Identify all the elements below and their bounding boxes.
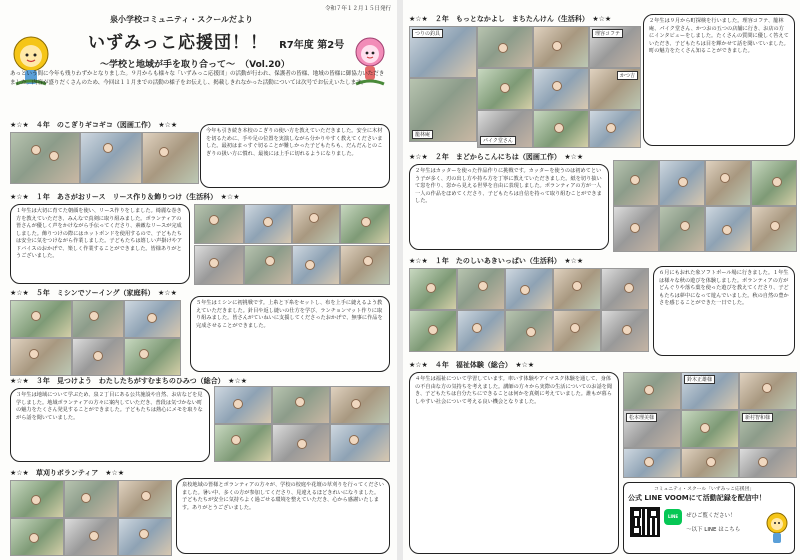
photo-town-2 — [272, 386, 330, 424]
text-town: ３年生は地域について学ぶため、泉２丁目にある公共施設や自然、お店などを見学しました。地域ボランティアの方々に案内していただき、普段は気づかない町の魅力をたくさん発見することができました。子どもたちは熱心にメモを取りながら話を聞いていました。 — [10, 388, 210, 462]
photo-sewing-2 — [72, 300, 124, 338]
subtitle-text: 〜学校と地域が手を取り合って〜 — [100, 60, 236, 70]
line-subtext-2: 〜以下 LINE はこちら — [686, 527, 741, 533]
photo-wreath-5 — [194, 245, 244, 285]
line-caption: コミュニティ・スクール「いずみっこ応援団」 — [654, 487, 755, 492]
photo-sewing-6 — [124, 338, 181, 376]
photo-sewing-1 — [10, 300, 72, 338]
photo-window-3 — [705, 160, 751, 206]
section-title-2nen-window: ★☆★ ２年 まどからこんにちは（図画工作） ★☆★ — [409, 153, 584, 161]
photo-sewing-5 — [72, 338, 124, 376]
photo-welfare-8 — [681, 448, 739, 478]
text-window: ２年生はカッターを使った作品作りに挑戦です。カッターを使うのは初めてという子が多く、刃の出し方や持ち方を丁寧に教えていただきました。紙を切り抜いて窓を作り、窓から見える世界を自由に表現しました。ボランティアの方が一人一人の作品をほめてくださり、子どもたちは自信を持って取り組むことができました。 — [409, 164, 609, 250]
text-weeding: 泉校地域の皆様とボランティアの方々が、学校の校庭や花壇の草刈りを行ってくださいました。暑い中、多くの方が参加してくださり、見違えるほどきれいになりました。子どもたちが安全に気持ちよく過ごせる環境を整えていただき、心から感謝いたします。ありがとうございました。 — [176, 478, 390, 554]
photo-window-8 — [751, 206, 797, 252]
photo-shop-6 — [533, 68, 589, 110]
label-guest-1: 鈴木正雄様 — [684, 375, 715, 384]
photo-wreath-8 — [340, 245, 390, 285]
photo-saw-2 — [80, 132, 142, 184]
photo-shop-9 — [477, 110, 533, 148]
photo-autumn-6 — [409, 310, 457, 352]
photo-shop-2 — [477, 26, 533, 68]
photo-town-4 — [214, 424, 272, 462]
label-shop-4: 籠林庵 — [412, 130, 433, 139]
text-autumn: ６月にもおれた象ソフトボール場に行きました。１年生は様々な秋の遊びを体験しました。ボランティアの方がどんぐりや落ち葉を使った遊びを教えてくださり、子どもたちは夢中になって遊んでいました。秋の自然の豊かさを感じることができた一日でした。 — [653, 266, 795, 356]
photo-shop-11 — [589, 110, 641, 148]
text-2nen-town: ２年生は９月から町探検を行いました。理容コフテ、籠林庵、パイク堂さん、かつおの五つの店舗に行き、お店の方にインタビューをしました。たくさんの質問に優しく答えていただき、子どもたちは目を輝かせて話を聞いていました。町の魅力をたくさん知ることができました。 — [643, 14, 795, 146]
photo-wreath-6 — [244, 245, 292, 285]
photo-weeding-4 — [10, 518, 64, 556]
photo-weeding-1 — [10, 480, 64, 518]
line-logo-icon: LINE — [664, 509, 682, 525]
mascot-small-icon — [764, 511, 790, 549]
photo-autumn-1 — [409, 268, 457, 310]
photo-shop-10 — [533, 110, 589, 148]
photo-window-4 — [751, 160, 797, 206]
photo-autumn-5 — [601, 268, 649, 310]
photo-weeding-3 — [118, 480, 172, 518]
section-title-4nen-welfare: ★☆★ ４年 福祉体験（総合） ★☆★ — [409, 361, 535, 369]
page-right — [403, 0, 800, 560]
photo-shop-5 — [477, 68, 533, 110]
section-title-2nen-town: ★☆★ ２年 もっとなかよし まちたんけん（生活科） ★☆★ — [409, 15, 612, 23]
photo-shop-1 — [409, 26, 477, 78]
photo-shop-7 — [589, 68, 641, 110]
photo-window-6 — [659, 206, 705, 252]
title-main: いずみっこ応援団！！ — [88, 33, 268, 53]
photo-autumn-8 — [505, 310, 553, 352]
label-guest-3: 新村智和様 — [742, 413, 773, 422]
section-title-1nen-autumn: ★☆★ １年 たのしいあきいっぱい（生活科） ★☆★ — [409, 257, 584, 265]
issue-date: 令和７年１２月１５日発行 — [324, 6, 391, 12]
photo-autumn-4 — [553, 268, 601, 310]
label-guest-2: 松本理美様 — [626, 413, 657, 422]
photo-welfare-1 — [623, 372, 681, 410]
subtitle — [100, 52, 290, 71]
photo-autumn-10 — [601, 310, 649, 352]
newsletter-title — [88, 28, 344, 53]
photo-welfare-2 — [681, 372, 739, 410]
line-title: 公式 LINE VOOMにて活動記録を配信中！ — [628, 494, 766, 502]
photo-shop-8 — [409, 78, 477, 142]
line-subtext-1: ぜひご覧ください！ — [686, 513, 736, 519]
label-shop-2: 理容コフテ — [592, 29, 623, 38]
photo-autumn-2 — [457, 268, 505, 310]
photo-welfare-9 — [739, 448, 797, 478]
text-sewing: ５年生はミシンに初挑戦です。上糸と下糸をセットし、布を上手に縫えるよう教えていただきました。針目や返し縫いの仕方を学び、ランチョンマット作りに取り組みました。皆さんがていねいに支援してくださったおかげで、無事に作品を完成させることができました。 — [190, 296, 390, 372]
org-name: 泉小学校コミュニティ・スクールだより — [110, 15, 254, 24]
photo-town-5 — [272, 424, 330, 462]
section-title-1nen-wreath: ★☆★ １年 あさがおリース リース作り＆飾りつけ（生活科） ★☆★ — [10, 193, 240, 201]
photo-window-7 — [705, 206, 751, 252]
photo-wreath-1 — [194, 204, 244, 244]
photo-window-2 — [659, 160, 705, 206]
photo-sewing-3 — [124, 300, 181, 338]
photo-wreath-3 — [292, 204, 340, 244]
photo-autumn-7 — [457, 310, 505, 352]
label-shop-3: かつ吉 — [617, 71, 638, 80]
section-title-4nen-saw: ★☆★ ４年 のこぎりギコギコ（図画工作） ★☆★ — [10, 121, 178, 129]
photo-wreath-7 — [292, 245, 340, 285]
label-shop-5: パイク堂さん — [480, 136, 516, 145]
photo-welfare-7 — [623, 448, 681, 478]
page-left — [0, 0, 397, 560]
photo-wreath-4 — [340, 204, 390, 244]
text-welfare: ４年生は福祉について学習しています。車いす体験やアイマスク体験を通して、身体の不自由な方の気持ちを考えました。講師の方々から実際の生活についてのお話を聞き、子どもたちは自分たちにできることは何かを真剣に考えていました。誰もが暮らしやすい社会について考える良い機会となりました。 — [409, 372, 619, 554]
line-promo-box — [623, 482, 795, 554]
photo-welfare-6 — [739, 410, 797, 448]
photo-window-1 — [613, 160, 659, 206]
photo-saw-3 — [142, 132, 199, 184]
photo-sewing-4 — [10, 338, 72, 376]
photo-welfare-3 — [739, 372, 797, 410]
photo-wreath-2 — [244, 204, 292, 244]
photo-weeding-2 — [64, 480, 118, 518]
photo-town-3 — [330, 386, 390, 424]
title-issue: R7年度 第2号 — [279, 40, 345, 51]
intro-text: あっという間に今年も残りわずかとなりました。９月からも様々な「いずみっこ応援団」の活動が行われ、保護者の皆様、地域の皆様に御協力いただきました。内容が盛りだくさんのため、今回は１１月までの活動の様子をお伝えし、掲載しきれなかった活動については次号でお伝えいたします。 — [10, 71, 385, 86]
photo-welfare-4 — [623, 410, 681, 448]
photo-weeding-5 — [64, 518, 118, 556]
photo-autumn-9 — [553, 310, 601, 352]
section-title-weeding: ★☆★ 草刈りボランティア ★☆★ — [10, 469, 125, 477]
photo-saw-1 — [10, 132, 80, 184]
photo-town-6 — [330, 424, 390, 462]
vol-number: （Vol.20） — [240, 60, 290, 70]
qr-code[interactable] — [630, 507, 660, 537]
text-saw: 今年も引き続き本校のこぎりの使い方を教えていただきました。安全に木材を切るために、手や足の位置を実演しながら分かりやすく教えてくださいました。最初はまっすぐ切ることが難しかった子どもたちも、だんだんとのこぎりの扱い方に慣れ、最後には上手に切れるようになりました。 — [200, 124, 390, 188]
photo-town-1 — [214, 386, 272, 424]
photo-autumn-3 — [505, 268, 553, 310]
photo-weeding-6 — [118, 518, 172, 556]
section-title-5nen-sewing: ★☆★ ５年 ミシンでソーイング（家庭科） ★☆★ — [10, 289, 177, 297]
label-shop-1: つりの釣具 — [412, 29, 443, 38]
photo-shop-4 — [589, 26, 641, 68]
photo-welfare-5 — [681, 410, 739, 448]
section-title-3nen-town: ★☆★ ３年 見つけよう わたしたちがすむまちのひみつ（総合） ★☆★ — [10, 377, 248, 385]
text-wreath: １年生は大切に育てた朝顔を使い、リース作りをしました。綺麗な巻き方を教えていただき、みんなで真剣に取り組みました。ボランティアの皆さんが優しく声をかけながら手伝ってくださり、素敵なリースが完成しました。飾りつけの際にはホットボンドを使用するので、子どもたちは安全に気をつけながら作業しました。子どもたちは嬉しい声掛けやアドバイスのおかげで、楽しく作業することができました。皆様ありがとうございました。 — [10, 204, 190, 284]
photo-shop-3 — [533, 26, 589, 68]
photo-window-5 — [613, 206, 659, 252]
